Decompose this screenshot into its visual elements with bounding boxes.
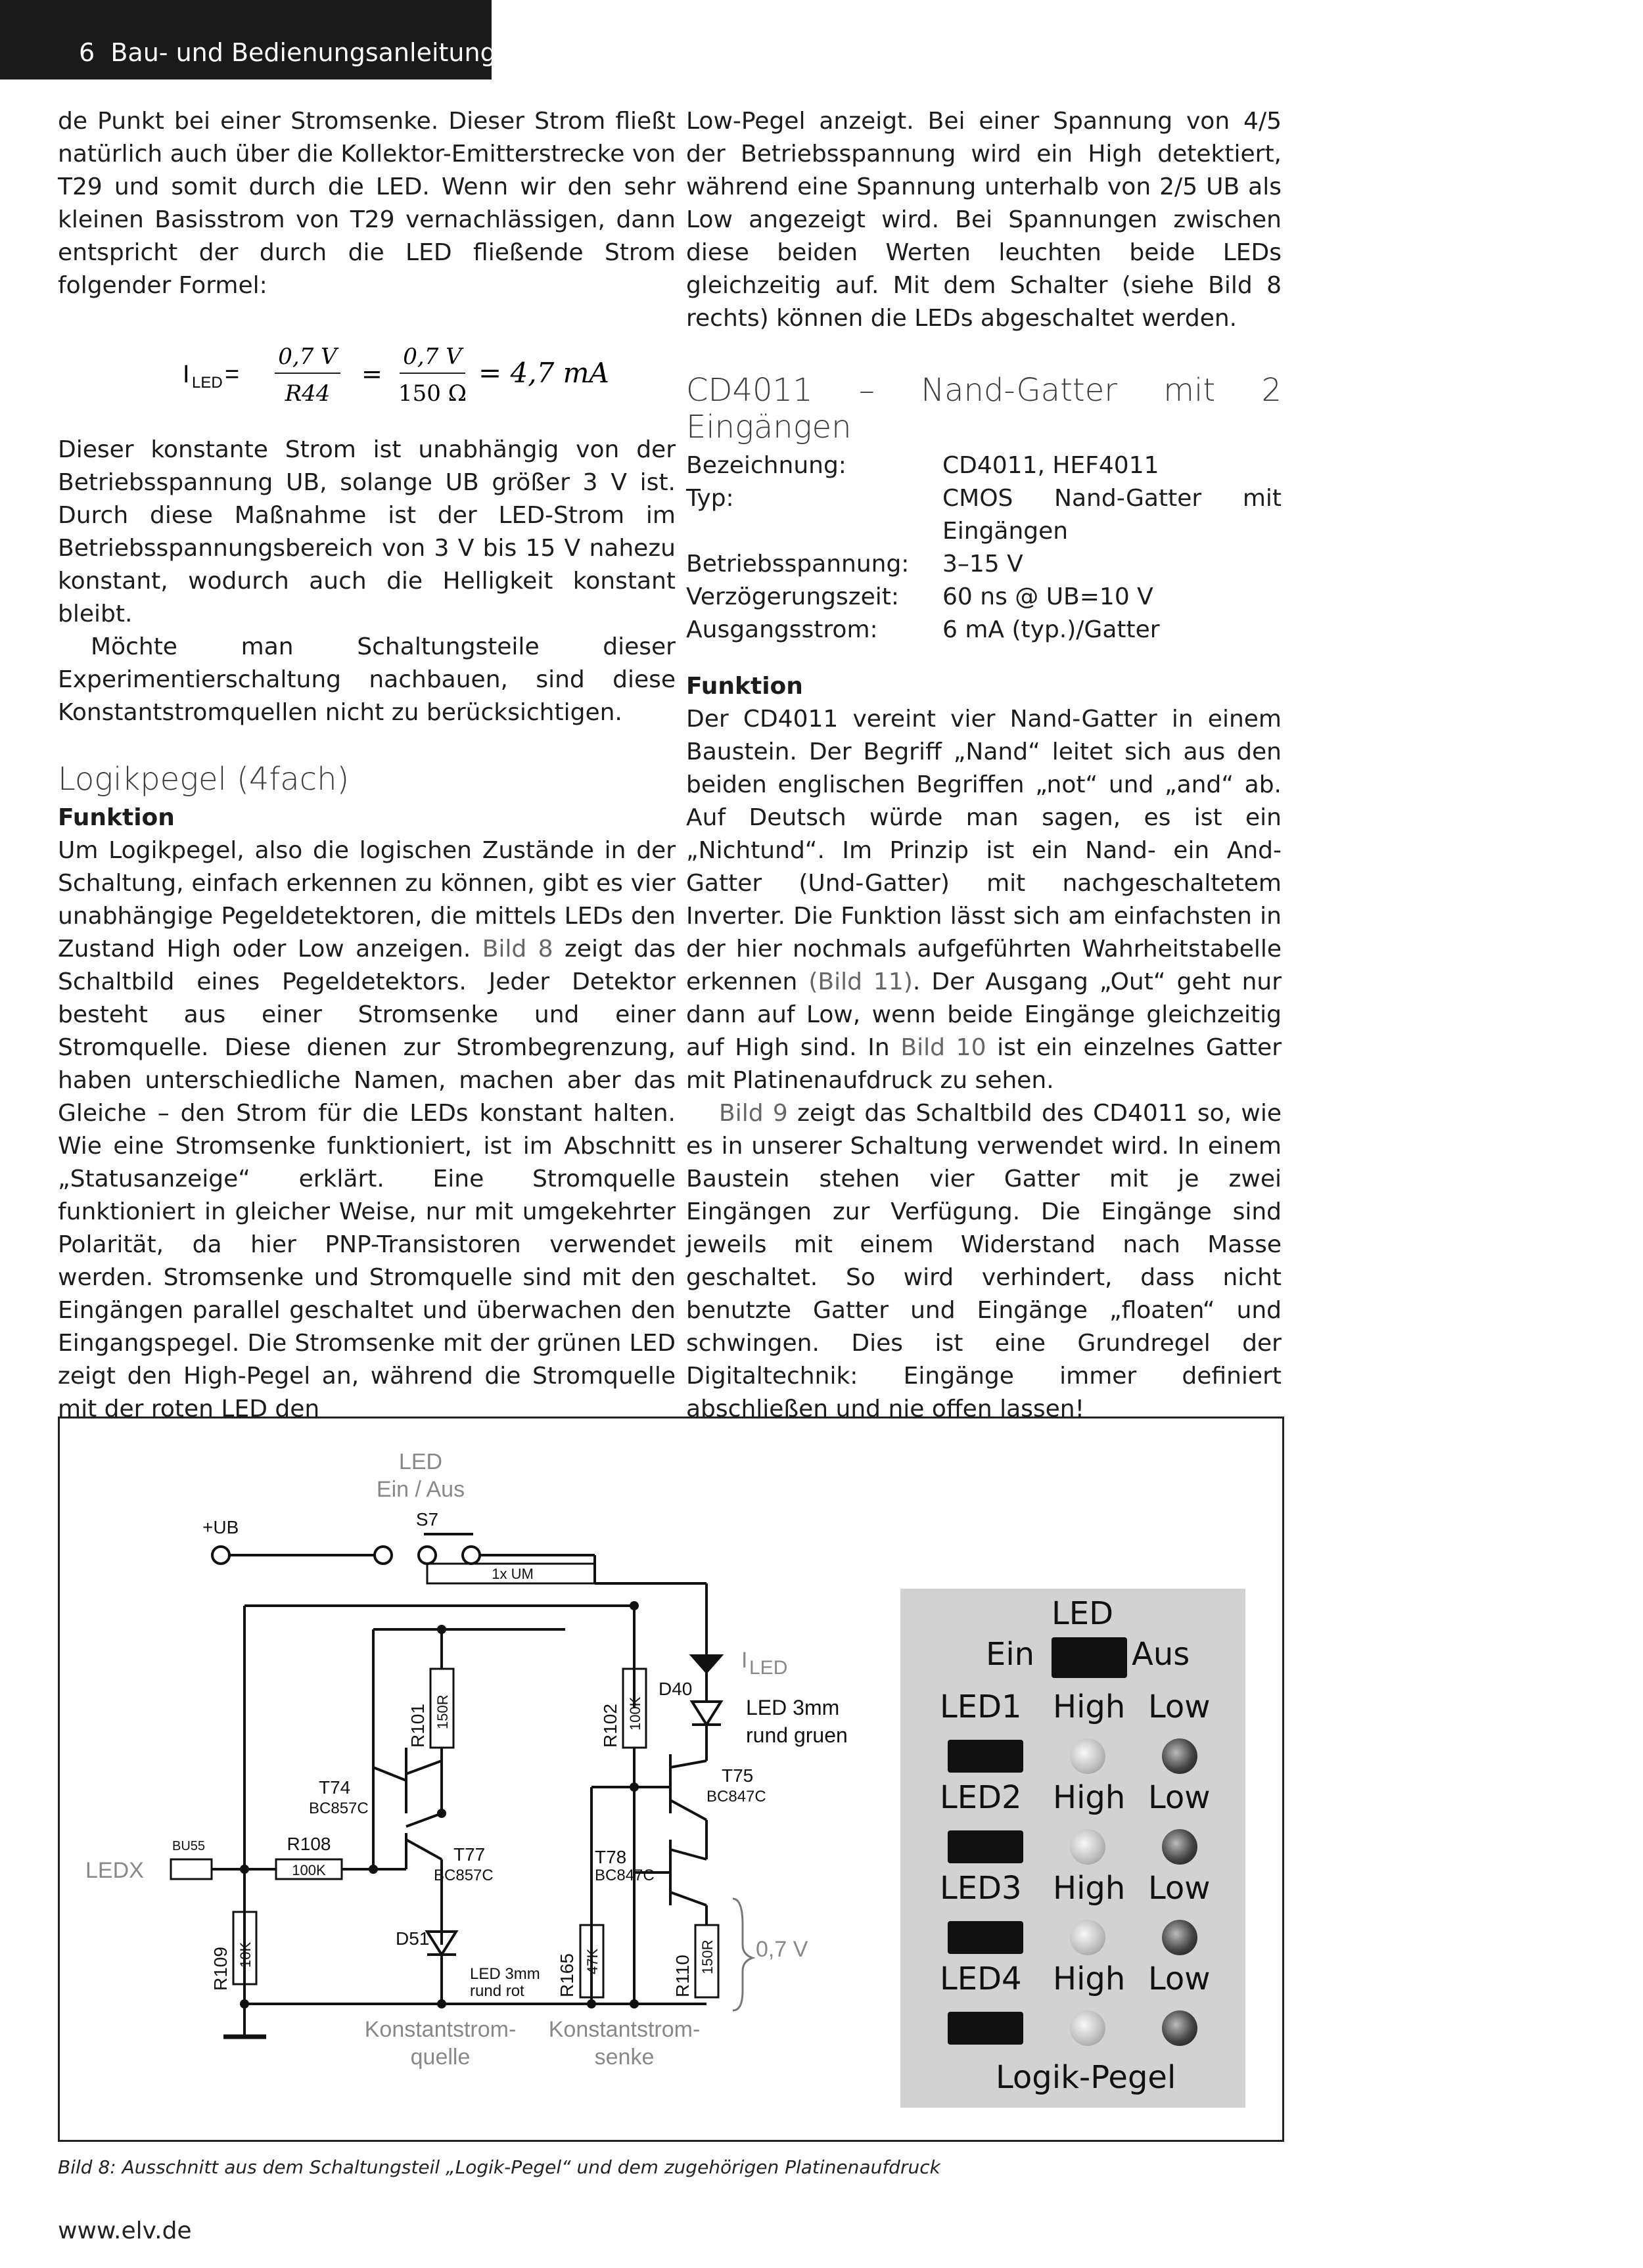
r165-label: R165	[557, 1953, 577, 1997]
photo-title: LED	[1052, 1595, 1114, 1632]
t75-type: BC847C	[706, 1788, 766, 1805]
photo-footer-label: Logik-Pegel	[996, 2059, 1176, 2096]
formula-result: = 4,7 mA	[478, 357, 609, 389]
led-switch-label: Ein / Aus	[376, 1477, 465, 1502]
formula-lhs-sub: LED	[192, 374, 223, 392]
led-d40-symbol	[692, 1702, 721, 1725]
row-low: Low	[1148, 1689, 1211, 1725]
switch-contact	[375, 1547, 392, 1564]
spec-value: 3–15 V	[942, 551, 1023, 578]
text-run: ist ein einzelnes Gatter mit Platinenaufdruck zu sehen.	[686, 1034, 1282, 1094]
text-run: zeigt das Schaltbild eines Pegeldetektors. Jeder Detektor besteht aus einer Stromsenke und einer Stromquelle. Diese dienen zur Strombegrenzung, haben unterschiedliche Namen, machen aber das Gleiche – den Strom für die LEDs konstant halten. Wie eine Stromsenke funktioniert, ist im Abschnitt „Statusanzeige“ erklärt. Eine Stromquelle funktioniert in gleicher Weise, nur mit umgekehrter Polarität, da hier PNP-Transistoren verwendet werden. Stromsenke und Stromquelle sind mit den Eingängen parallel geschaltet und überwachen den Eingangspegel. Die Stromsenke mit der grünen LED zeigt den High-Pegel an, während die Stromquelle mit der roten LED den	[58, 936, 676, 1422]
led-low-icon	[1162, 1920, 1197, 1955]
text-run: . Der Ausgang „Out“ geht nur dann auf Low, wenn beide Eingänge gleichzeitig auf High sind. In	[686, 968, 1282, 1061]
source-label: quelle	[410, 2045, 471, 2070]
jumper-icon	[948, 2012, 1023, 2045]
sink-label: Konstantstrom-	[548, 2017, 701, 2042]
row-low: Low	[1148, 1779, 1211, 1816]
t77-type: BC857C	[434, 1867, 494, 1884]
led-high-icon	[1070, 1738, 1105, 1774]
t78-type: BC847C	[595, 1867, 655, 1884]
d40-desc: rund gruen	[746, 1723, 848, 1747]
spec-label: Betriebsspannung:	[686, 551, 910, 578]
section-title: Logikpegel (4fach)	[58, 761, 350, 798]
paragraph: de Punkt bei einer Stromsenke. Dieser Strom fließt natürlich auch über die Kollektor-Emitterstrecke von T29 und somit durch die LED. Wenn wir den sehr kleinen Basisstrom von T29 vernachlässigen, dann entspricht der durch die LED fließende Strom folgender Formel:	[58, 108, 676, 299]
subheading: Funktion	[686, 673, 803, 700]
led-high-icon	[1070, 1829, 1105, 1865]
formula-fraction1-num: 0,7 V	[278, 344, 337, 370]
led-high-icon	[1070, 1920, 1105, 1955]
row-name: LED3	[940, 1870, 1022, 1907]
d40-desc: LED 3mm	[746, 1696, 840, 1719]
spec-value: CD4011, HEF4011	[942, 452, 1159, 479]
bu55-label: BU55	[172, 1839, 206, 1853]
schematic-wires	[171, 1534, 752, 2037]
spec-label: Typ:	[686, 485, 734, 512]
r102-label: R102	[600, 1704, 620, 1748]
r109-label: R109	[210, 1947, 231, 1991]
figure-reference: Bild 8	[482, 936, 553, 963]
figure-reference: Bild 10	[900, 1034, 986, 1061]
t75-label: T75	[722, 1765, 754, 1786]
t78-label: T78	[595, 1847, 627, 1867]
r109-value: 10K	[237, 1941, 254, 1968]
figure-reference: Bild 9	[719, 1100, 788, 1127]
voltage-label: 0,7 V	[756, 1937, 808, 1962]
r110-label: R110	[672, 1955, 693, 1997]
spec-label: Verzögerungszeit:	[686, 583, 900, 610]
led-high-icon	[1070, 2010, 1105, 2046]
switch-contact	[463, 1547, 480, 1564]
text-run: zeigt das Schaltbild des CD4011 so, wie es in unserer Schaltung verwendet wird. In einem Baustein stehen vier Gatter mit je zwei Eingängen zur Verfügung. Die Eingänge sind jeweils mit einem Widerstand nach Masse geschaltet. So wird verhindert, dass nicht benutzte Gatter und Eingänge „floaten“ und schwingen. Dies ist eine Grundregel der Digitaltechnik: Eingänge immer definiert abschließen und nie offen lassen!	[686, 1100, 1282, 1422]
photo-aus: Aus	[1132, 1636, 1190, 1673]
text-run: Der CD4011 vereint vier Nand-Gatter in einem Baustein. Der Begriff „Nand“ leitet sich aus den beiden englischen Begriffen „not“ und „and“ ab. Auf Deutsch würde man sagen, es ist ein „Nichtund“. Im Prinzip ist ein Nand- ein And-Gatter (Und-Gatter) mit nachgeschaltetem Inverter. Die Funktion lässt sich am einfachsten in der hier nochmals aufgeführten Wahrheitstabelle erkennen	[686, 706, 1282, 995]
figure-caption: Bild 8: Ausschnitt aus dem Schaltungsteil „Logik-Pegel“ und dem zugehörigen Platinenaufdruck	[58, 2156, 940, 2178]
formula-lhs: I	[183, 361, 190, 388]
text-run: Um Logikpegel, also die logischen Zustände in der Schaltung, einfach erkennen zu können, gibt es vier unabhängige Pegeldetektoren, die mittels LEDs den Zustand High oder Low anzeigen.	[58, 837, 676, 963]
paragraph: Low-Pegel anzeigt. Bei einer Spannung von 4/5 der Betriebsspannung wird ein High detektiert, während eine Spannung unterhalb von 2/5 UB als Low angezeigt wird. Bei Spannungen zwischen diese beiden Werten leuchten beide LEDs gleichzeitig auf. Mit dem Schalter (siehe Bild 8 rechts) können die LEDs abgeschaltet werden.	[686, 108, 1282, 332]
row-high: High	[1053, 1689, 1126, 1725]
ledx-label: LEDX	[85, 1858, 144, 1883]
jumper-icon	[948, 1740, 1023, 1773]
source-label: Konstantstrom-	[364, 2017, 517, 2042]
current-arrow	[692, 1656, 721, 1672]
switch-icon	[1052, 1637, 1127, 1678]
formula-fraction2-den: 150 Ω	[398, 380, 467, 407]
row-low: Low	[1148, 1961, 1211, 1997]
board-photo	[900, 1589, 1245, 2108]
d51-desc: rund rot	[470, 1982, 524, 2000]
led-low-icon	[1162, 1829, 1197, 1865]
jumper-icon	[948, 1830, 1023, 1863]
paragraph: Dieser konstante Strom ist unabhängig von der Betriebsspannung UB, solange UB größer 3 V ist. Durch diese Maßnahme ist der LED-Strom im Betriebsspannungsbereich von 3 V bis 15 V nahezu konstant, wodurch auch die Helligkeit konstant bleibt.	[58, 436, 676, 627]
t74-label: T74	[319, 1777, 351, 1798]
schematic-junctions	[240, 1601, 639, 2008]
page-number: 6	[79, 38, 95, 67]
photo-ein: Ein	[986, 1636, 1035, 1673]
switch-contact	[419, 1547, 436, 1564]
formula-fraction2-num: 0,7 V	[403, 344, 462, 370]
figure-reference: (Bild 11)	[808, 968, 913, 995]
r110-value: 150R	[699, 1939, 716, 1974]
r102-value: 100K	[627, 1696, 643, 1731]
t77-label: T77	[453, 1844, 486, 1865]
spec-label: Ausgangsstrom:	[686, 616, 878, 643]
r101-value: 150R	[434, 1694, 451, 1729]
formula-equals: =	[225, 361, 240, 388]
d51-desc: LED 3mm	[470, 1965, 540, 1983]
ub-label: +UB	[202, 1517, 239, 1537]
voltage-brace	[733, 1899, 752, 2010]
subheading: Funktion	[58, 804, 175, 831]
d51-label: D51	[396, 1928, 430, 1949]
jumper-icon	[948, 1921, 1023, 1954]
section-title: CD4011 – Nand-Gatter mit 2 Eingängen	[686, 372, 1282, 445]
r165-value: 47K	[584, 1948, 601, 1974]
row-name: LED4	[940, 1961, 1022, 1997]
formula-equals: =	[361, 359, 382, 388]
formula-fraction1-den: R44	[285, 380, 331, 407]
led-low-icon	[1162, 1738, 1197, 1774]
led-switch-label: LED	[398, 1449, 443, 1474]
paragraph: Möchte man Schaltungsteile dieser Experimentierschaltung nachbauen, sind diese Konstantstromquellen nicht zu berücksichtigen.	[58, 633, 676, 726]
r108-label: R108	[287, 1834, 331, 1854]
row-high: High	[1053, 1961, 1126, 1997]
header-title: Bau- und Bedienungsanleitung	[110, 38, 496, 67]
row-name: LED1	[940, 1689, 1022, 1725]
row-high: High	[1053, 1779, 1126, 1816]
led-low-icon	[1162, 2010, 1197, 2046]
i-led-sub: LED	[749, 1657, 788, 1679]
bu55-connector	[171, 1859, 212, 1879]
spec-value: 6 mA (typ.)/Gatter	[942, 616, 1160, 643]
sink-label: senke	[594, 2045, 655, 2070]
i-led-label: I	[741, 1648, 748, 1673]
r108-value: 100K	[292, 1862, 326, 1878]
ub-terminal	[212, 1547, 229, 1564]
r101-label: R101	[407, 1704, 428, 1748]
t74-type: BC857C	[309, 1800, 369, 1817]
row-low: Low	[1148, 1870, 1211, 1907]
row-name: LED2	[940, 1779, 1022, 1816]
spec-label: Bezeichnung:	[686, 452, 846, 479]
s7-label: S7	[415, 1509, 439, 1530]
row-high: High	[1053, 1870, 1126, 1907]
d40-label: D40	[659, 1679, 693, 1699]
footer-url[interactable]: www.elv.de	[58, 2217, 192, 2244]
switch-type-label: 1x UM	[492, 1566, 534, 1582]
spec-value: CMOS Nand-Gatter mit Eingängen	[942, 485, 1282, 545]
schematic-notes	[85, 1449, 808, 2070]
spec-value: 60 ns @ UB=10 V	[942, 583, 1153, 610]
